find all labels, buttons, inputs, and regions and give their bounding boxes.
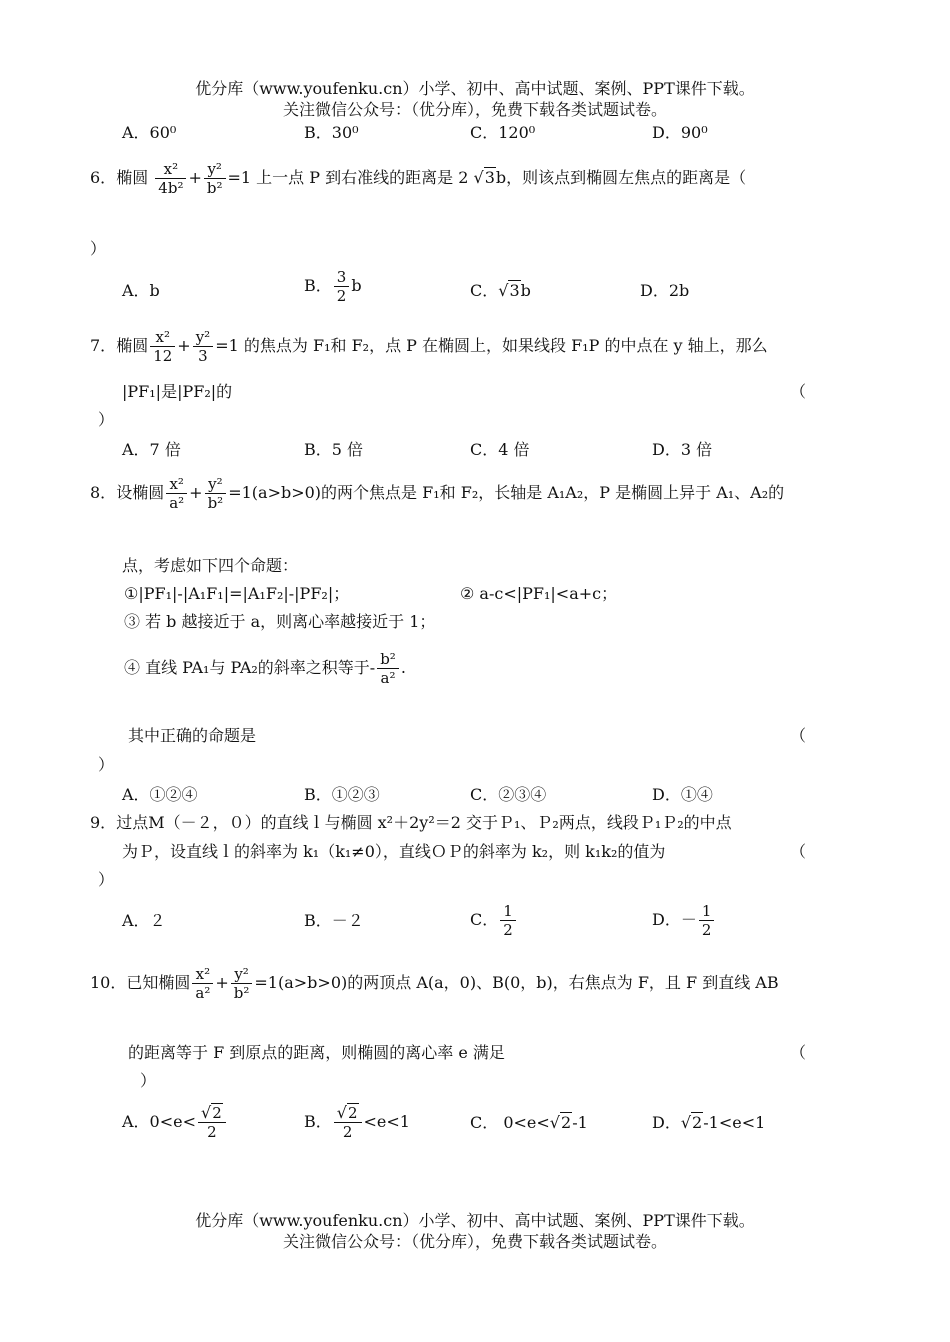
q10-option-c	[470, 1113, 588, 1133]
q9-line-1	[90, 813, 732, 833]
q9-d-label: D．－	[652, 910, 697, 929]
q10-b-tail: <e<1	[363, 1112, 410, 1131]
q7-f2-num: y²	[193, 328, 214, 347]
q8-option-a: A．①②④	[122, 785, 198, 804]
q8-option-d: D．①④	[652, 785, 713, 804]
q9-option-d	[652, 900, 716, 940]
q8-fraction-y	[205, 475, 227, 512]
q7-line-2: |PF₁|是|PF₂|的	[122, 382, 233, 401]
q10-option-a	[122, 1102, 228, 1142]
q6-c-sqrt: √3	[498, 281, 520, 300]
q7-plus: +	[177, 336, 191, 355]
q10-d-tail: -1<e<1	[703, 1113, 766, 1132]
q10-b-label: B．	[304, 1112, 332, 1131]
q9-c-fraction	[500, 902, 516, 939]
q7-option-b: B．5 倍	[304, 440, 364, 459]
q8-proposition-1: ①|PF₁|-|A₁F₁|=|A₁F₂|-|PF₂|；	[124, 584, 350, 603]
q8-p4-tail: .	[400, 658, 406, 677]
q8-open-paren: （	[790, 726, 807, 745]
q6-sqrt: √3	[473, 168, 495, 187]
q10-c-tail: -1	[572, 1113, 588, 1132]
q9-option-a: A．２	[122, 911, 166, 930]
q9-option-c	[470, 900, 518, 940]
q8-p4-num: b²	[377, 650, 399, 669]
q6-b-label: B．	[304, 276, 332, 295]
q7-f2-den: 3	[198, 347, 208, 365]
q10-open-paren: （	[790, 1043, 807, 1062]
q10-a-num: √2	[198, 1104, 226, 1123]
q9-close-paren: ）	[98, 870, 115, 889]
q10-a-num-arg: 2	[212, 1104, 222, 1122]
q6-option-b	[304, 268, 362, 305]
q6-sqrt-arg: 3	[484, 168, 495, 187]
q8-stem	[90, 475, 784, 512]
q7-post: =1 的焦点为 F₁和 F₂，点 P 在椭圆上，如果线段 F₁P 的中点在 y 轴上，那么	[215, 336, 768, 355]
q6-pre: 椭圆	[116, 168, 149, 187]
q9-c-label: C．	[470, 910, 499, 929]
q9-number: 9．	[90, 813, 117, 832]
q10-a-label: A．0<e<	[122, 1112, 197, 1131]
q9-c-den: 2	[503, 921, 513, 939]
q10-close-paren: ）	[140, 1071, 157, 1090]
q7-option-d: D．3 倍	[652, 440, 713, 459]
q10-option-b	[304, 1102, 410, 1142]
q10-d-sqrt: √2	[680, 1113, 703, 1132]
q10-a-den: 2	[207, 1123, 217, 1141]
q10-number: 10．	[90, 973, 127, 992]
q6-f2-num: y²	[204, 160, 226, 179]
q5-option-d: D．90⁰	[652, 123, 708, 142]
q10-plus: +	[215, 973, 229, 992]
q10-c-sqrt: √2	[549, 1113, 572, 1132]
q7-f1-den: 12	[153, 347, 173, 365]
q10-f1-den: a²	[195, 984, 211, 1002]
q7-close-paren: ）	[98, 410, 115, 429]
q10-c-arg: 2	[561, 1113, 572, 1132]
q10-b-den: 2	[342, 1123, 353, 1141]
q8-p4-den: a²	[380, 669, 396, 687]
q6-fraction-y	[204, 160, 226, 197]
q9-d-num: 1	[699, 902, 715, 921]
q10-d-arg: 2	[692, 1113, 703, 1132]
q9-option-b: B．－２	[304, 911, 364, 930]
q7-open-paren: （	[790, 382, 807, 401]
q10-f2-num: y²	[231, 965, 253, 984]
q8-post: =1(a>b>0)的两个焦点是 F₁和 F₂，长轴是 A₁A₂，P 是椭圆上异于 A₁、A₂的	[228, 483, 785, 502]
q6-close-paren: ）	[90, 239, 107, 258]
footer-line-1: 优分库（www.youfenku.cn）小学、初中、高中试题、案例、PPT课件下载。	[195, 1211, 755, 1230]
q6-f2-den: b²	[206, 179, 223, 197]
q8-f2-den: b²	[207, 494, 224, 512]
q6-option-c	[470, 281, 531, 301]
q7-stem	[90, 326, 768, 366]
q6-b-den: 2	[336, 287, 347, 305]
q8-p4-pre: ④ 直线 PA₁与 PA₂的斜率之积等于-	[124, 658, 376, 677]
q10-stem	[90, 963, 779, 1003]
q10-a-fraction	[198, 1104, 226, 1141]
q8-f1-den: a²	[169, 494, 185, 512]
q8-number: 8．	[90, 483, 117, 502]
q8-proposition-2: ② a-c<|PF₁|<a+c；	[460, 584, 618, 603]
header-line-1: 优分库（www.youfenku.cn）小学、初中、高中试题、案例、PPT课件下载。	[195, 79, 755, 98]
q10-line-2: 的距离等于 F 到原点的距离，则椭圆的离心率 e 满足	[128, 1043, 505, 1062]
q6-f1-den: 4b²	[158, 179, 184, 197]
q9-line-2: 为Ｐ，设直线ｌ的斜率为 k₁（k₁≠0），直线ＯＰ的斜率为 k₂，则 k₁k₂的值为	[122, 842, 666, 861]
header-line-2: 关注微信公众号：（优分库），免费下载各类试题试卷。	[282, 100, 667, 119]
q8-close-paren: ）	[98, 755, 115, 774]
q10-fraction-x	[192, 965, 213, 1002]
q9-open-paren: （	[790, 842, 807, 861]
q10-b-fraction	[334, 1104, 362, 1141]
q8-line-2: 点，考虑如下四个命题：	[122, 556, 299, 575]
q6-c-label: C．	[470, 281, 499, 300]
q6-c-arg: 3	[509, 281, 520, 300]
q10-option-d	[652, 1113, 765, 1133]
q9-d-den: 2	[701, 921, 712, 939]
q9-c-num: 1	[500, 902, 516, 921]
q6-fraction-x	[155, 160, 186, 197]
q8-option-b: B．①②③	[304, 785, 380, 804]
q6-stem	[90, 160, 746, 197]
q8-pre: 设椭圆	[116, 483, 165, 502]
q10-d-label: D．	[652, 1113, 681, 1132]
q6-option-a: A．b	[122, 281, 160, 300]
footer-line-2: 关注微信公众号：（优分库），免费下载各类试题试卷。	[282, 1232, 667, 1251]
q9-d-fraction	[699, 902, 715, 939]
q10-f2-den: b²	[233, 984, 250, 1002]
q7-fraction-y	[193, 328, 214, 365]
q5-option-a: A．60⁰	[122, 123, 177, 142]
q9-line-1-text: 过点M（－２，０）的直线ｌ与椭圆 x²＋2y²＝2 交于Ｐ₁、Ｐ₂两点，线段Ｐ₁Ｐ₂的中点	[116, 813, 732, 832]
q6-mid: =1 上一点 P 到右准线的距离是 2	[227, 168, 469, 187]
q6-option-d: D．2b	[640, 281, 690, 300]
q7-fraction-x	[150, 328, 175, 365]
q10-fraction-y	[231, 965, 253, 1002]
q6-b-fraction	[334, 268, 350, 305]
q6-post: b，则该点到椭圆左焦点的距离是（	[495, 168, 747, 187]
q10-post: =1(a>b>0)的两顶点 A(a，0)、B(0，b)，右焦点为 F，且 F 到直线 AB	[254, 973, 779, 992]
q8-fraction-x	[166, 475, 187, 512]
q8-f2-num: y²	[205, 475, 227, 494]
q10-c-label: C． 0<e<	[470, 1113, 550, 1132]
q5-option-b: B．30⁰	[304, 123, 359, 142]
q10-pre: 已知椭圆	[126, 973, 191, 992]
q8-f1-num: x²	[166, 475, 187, 494]
q8-p4-fraction	[377, 650, 399, 687]
q7-pre: 椭圆	[116, 336, 149, 355]
q7-option-c: C．4 倍	[470, 440, 530, 459]
q5-option-c: C．120⁰	[470, 123, 536, 142]
q7-option-a: A．7 倍	[122, 440, 181, 459]
q6-c-tail: b	[520, 281, 531, 300]
q6-b-num: 3	[334, 268, 350, 287]
q8-option-c: C．②③④	[470, 785, 547, 804]
q6-plus: +	[188, 168, 202, 187]
q8-plus: +	[189, 483, 203, 502]
q10-b-num-arg: 2	[347, 1104, 358, 1122]
q7-number: 7．	[90, 336, 117, 355]
q8-which: 其中正确的命题是	[128, 726, 257, 745]
q10-b-num: √2	[334, 1104, 362, 1123]
q6-f1-num: x²	[155, 160, 186, 179]
q7-f1-num: x²	[150, 328, 175, 347]
q10-f1-num: x²	[192, 965, 213, 984]
q6-number: 6．	[90, 168, 117, 187]
q6-b-tail: b	[351, 276, 362, 295]
q8-proposition-4	[124, 648, 406, 688]
q8-proposition-3: ③ 若 b 越接近于 a，则离心率越接近于 1；	[124, 612, 436, 631]
